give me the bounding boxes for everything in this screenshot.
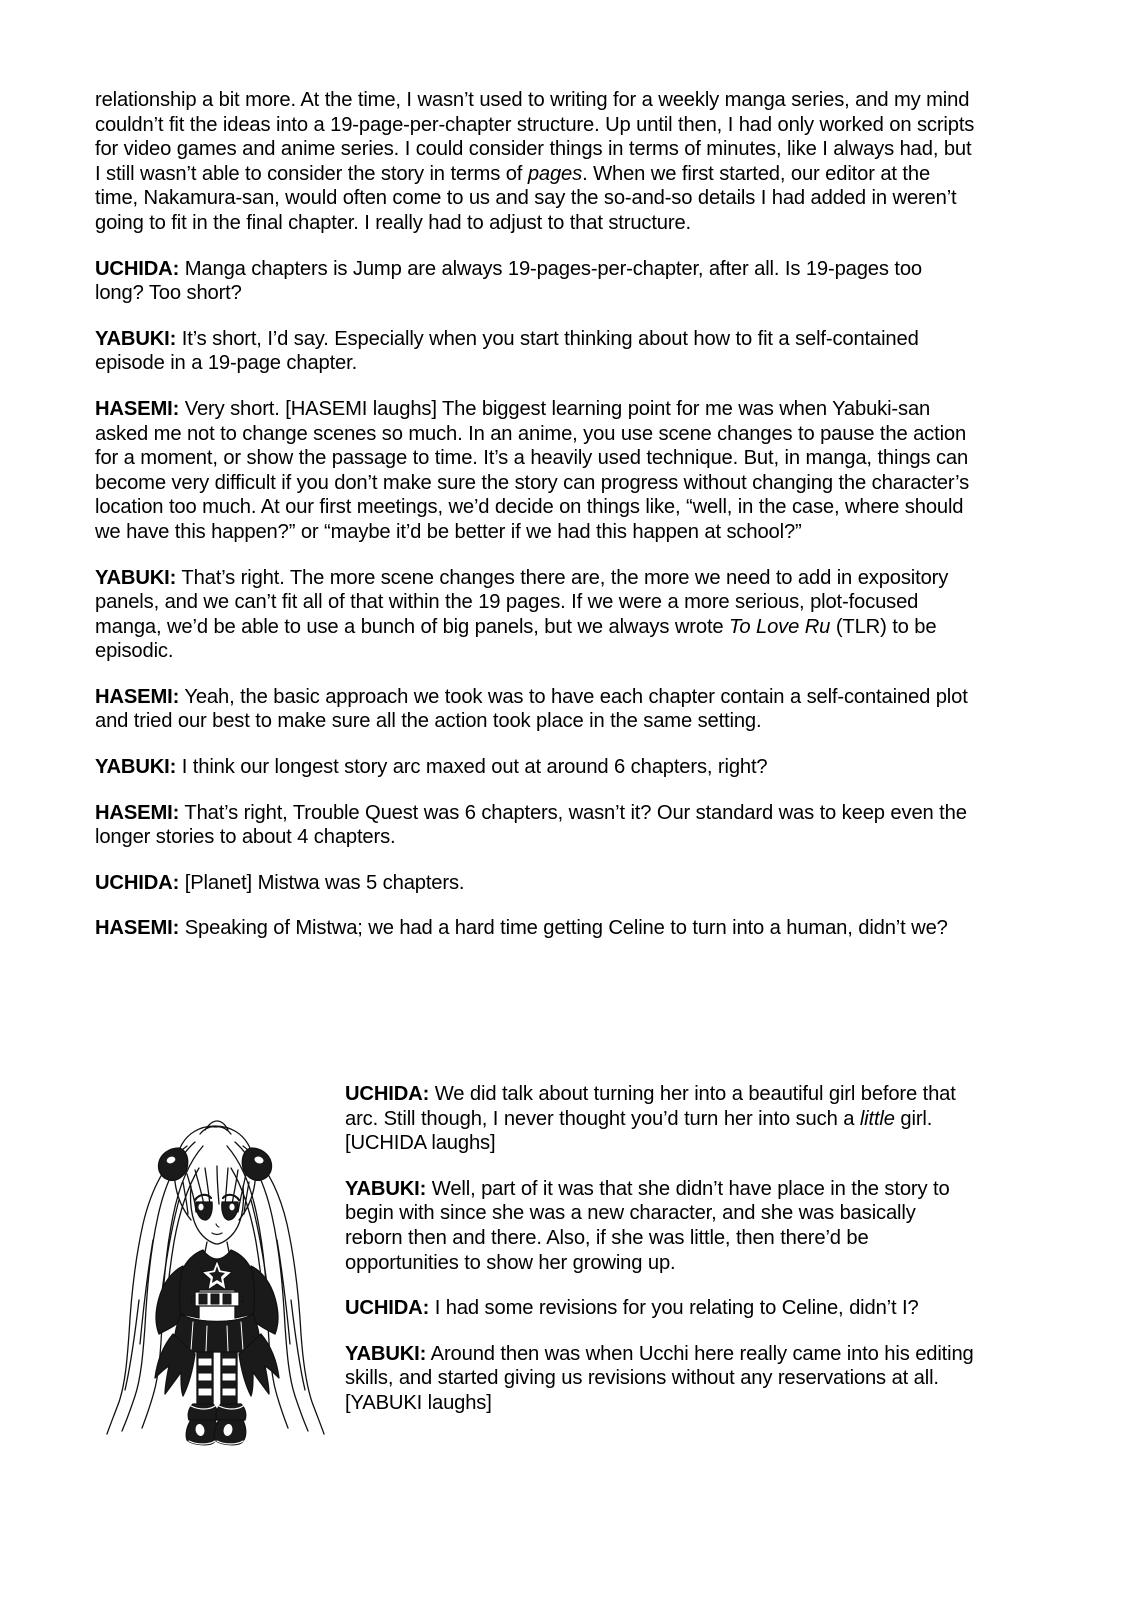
- paragraph-text: Speaking of Mistwa; we had a hard time getting Celine to turn into a human, didn’t we?: [179, 917, 948, 940]
- paragraph-hasemi-2: [95, 685, 975, 734]
- paragraph-yabuki-5: [345, 1342, 975, 1416]
- paragraph-uchida-2: [95, 871, 975, 896]
- paragraph-hasemi-1: [95, 397, 975, 545]
- speaker-label: YABUKI:: [95, 756, 177, 779]
- speaker-label: HASEMI:: [95, 917, 180, 940]
- paragraph-text: I think our longest story arc maxed out at around 6 chapters, right?: [176, 756, 768, 779]
- paragraph-text: Very short. [HASEMI laughs] The biggest learning point for me was when Yabuki-san asked me not to change scenes so much. In an anime, you use scene changes to pause the action for a moment, or show the passage to time. It’s a heavily used technique. But, in manga, things can become very difficult if you don’t make sure the story can progress without changing the character’s location too much. At our first meetings, we’d decide on things like, “well, in the case, where should we have this happen?” or “maybe it’d be better if we had this happen at school?”: [95, 397, 970, 543]
- bottom-illustration-and-text: [95, 1082, 975, 1450]
- paragraph-text: Around then was when Ucchi here really came into his editing skills, and started giving us revisions without any reservations at all. [YABUKI laughs]: [345, 1342, 974, 1414]
- speaker-label: UCHIDA:: [95, 871, 180, 894]
- speaker-label: YABUKI:: [345, 1342, 427, 1365]
- paragraph-text: Well, part of it was that she didn’t have place in the story to begin with since she was a new character, and she was basically reborn then and there. Also, if she was little, then there’d be opportunities to show her growing up.: [345, 1177, 950, 1274]
- paragraph-opening: [95, 88, 975, 236]
- speaker-label: UCHIDA:: [95, 257, 180, 280]
- paragraph-text: We did talk about turning her into a beautiful girl before that arc. Still though, I never thought you’d turn her into such a: [345, 1083, 956, 1130]
- speaker-label: UCHIDA:: [345, 1083, 430, 1105]
- paragraph-italic-title: To Love Ru: [729, 615, 831, 638]
- paragraph-text-after: girl. [UCHIDA laughs]: [345, 1107, 933, 1155]
- paragraph-italic: pages: [527, 162, 583, 185]
- paragraph-italic: little: [859, 1107, 895, 1130]
- speaker-label: YABUKI:: [95, 327, 177, 350]
- paragraph-yabuki-2: [95, 566, 975, 664]
- chibi-character-svg: [95, 1090, 335, 1450]
- paragraph-yabuki-4: [345, 1177, 975, 1275]
- paragraph-text-after: . When we first started, our editor at the time, Nakamura-san, would often come to us and say the so-and-so details I had added in weren’t going to fit in the final chapter. I really had to adjust to that structure.: [95, 162, 957, 234]
- paragraph-hasemi-4: [95, 916, 975, 941]
- paragraph-uchida-3: [345, 1082, 975, 1156]
- speaker-label: UCHIDA:: [345, 1297, 430, 1320]
- speaker-label: YABUKI:: [95, 566, 177, 589]
- main-text-column: [95, 88, 975, 941]
- bottom-text-column: [345, 1082, 975, 1416]
- paragraph-yabuki-3: [95, 755, 975, 780]
- paragraph-uchida-4: [345, 1296, 975, 1321]
- paragraph-text: That’s right, Trouble Quest was 6 chapters, wasn’t it? Our standard was to keep even the longer stories to about 4 chapters.: [95, 801, 967, 849]
- speaker-label: HASEMI:: [95, 685, 180, 708]
- chibi-character-illustration: [95, 1090, 335, 1450]
- paragraph-text: Yeah, the basic approach we took was to have each chapter contain a self-contained plot and tried our best to make sure all the action took place in the same setting.: [95, 685, 968, 733]
- paragraph-uchida-1: [95, 257, 975, 306]
- paragraph-hasemi-3: [95, 801, 975, 850]
- paragraph-yabuki-1: [95, 327, 975, 376]
- speaker-label: HASEMI:: [95, 397, 180, 420]
- paragraph-text-after: (TLR) to be episodic.: [95, 615, 937, 663]
- paragraph-text: [Planet] Mistwa was 5 chapters.: [179, 871, 465, 894]
- speaker-label: HASEMI:: [95, 801, 180, 824]
- paragraph-text: Manga chapters is Jump are always 19-pages-per-chapter, after all. Is 19-pages too long? Too short?: [95, 257, 923, 305]
- paragraph-text: I had some revisions for you relating to Celine, didn’t I?: [429, 1297, 919, 1320]
- paragraph-text: It’s short, I’d say. Especially when you start thinking about how to fit a self-contained episode in a 19-page chapter.: [95, 327, 919, 375]
- paragraph-text: That’s right. The more scene changes there are, the more we need to add in expository panels, and we can’t fit all of that within the 19 pages. If we were a more serious, plot-focused manga, we’d be able to use a bunch of big panels, but we always wrote: [95, 566, 949, 638]
- speaker-label: YABUKI:: [345, 1177, 427, 1200]
- paragraph-text: relationship a bit more. At the time, I wasn’t used to writing for a weekly manga series, and my mind couldn’t fit the ideas into a 19-page-per-chapter structure. Up until then, I had only worked on scripts for video games and anime series. I could consider things in terms of minutes, like I always had, but I still wasn’t able to consider the story in terms of: [95, 89, 975, 185]
